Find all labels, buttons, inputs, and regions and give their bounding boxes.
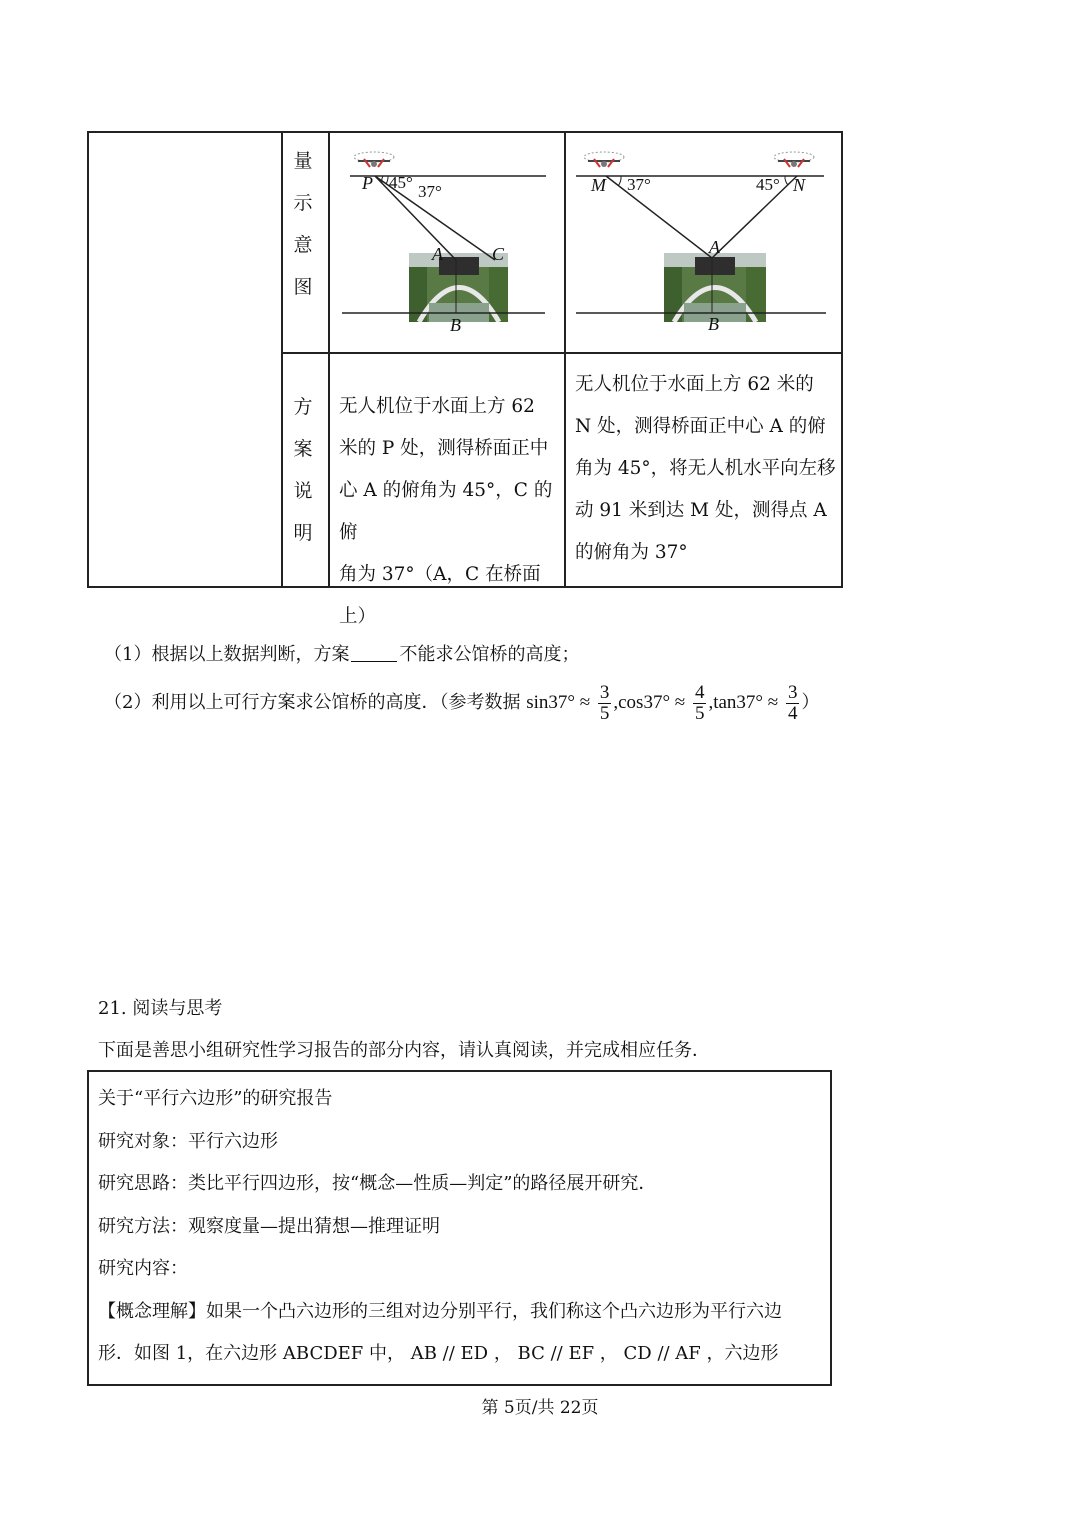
report-line: 研究内容： bbox=[98, 1258, 188, 1279]
label-B: B bbox=[450, 315, 461, 335]
angle-45-label: 45° bbox=[756, 175, 780, 194]
problem-21-intro: 下面是善思小组研究性学习报告的部分内容，请认真阅读，并完成相应任务． bbox=[98, 1040, 710, 1061]
header-char: 案 bbox=[293, 438, 313, 460]
label-M: M bbox=[591, 175, 606, 195]
header-char: 示 bbox=[293, 192, 313, 214]
plan-1-line: 无人机位于水面上方 62 bbox=[339, 396, 535, 417]
problem-21-title: 21. 阅读与思考 bbox=[98, 998, 223, 1019]
report-line: 研究对象：平行六边形 bbox=[98, 1130, 278, 1152]
question-2 bbox=[104, 677, 819, 729]
label-B: B bbox=[708, 314, 719, 334]
fraction-4-5: $\frac{4}{5}$ bbox=[694, 681, 705, 724]
sin-text: sin37° ≈ bbox=[526, 692, 591, 713]
label-P: P bbox=[362, 173, 373, 193]
header-char: 说 bbox=[293, 480, 313, 502]
fraction-3-5: $\frac{3}{5}$ bbox=[599, 681, 610, 724]
plan-2-line: N 处，测得桥面正中心 A 的俯 bbox=[575, 416, 826, 437]
angle-45-label: 45° bbox=[389, 173, 413, 192]
tan-text: ,tan37° ≈ bbox=[708, 692, 779, 713]
plan-1-line: 心 A 的俯角为 45°，C 的俯 bbox=[339, 480, 553, 543]
diagram-row-header bbox=[288, 140, 318, 308]
angle-37-label: 37° bbox=[418, 182, 442, 201]
header-char: 明 bbox=[293, 522, 313, 544]
plan-1-description bbox=[339, 386, 561, 638]
drone-icon bbox=[774, 152, 814, 167]
plan-1-line: 米的 P 处，测得桥面正中 bbox=[339, 438, 549, 459]
question-1 bbox=[104, 640, 579, 666]
plan-2-line: 动 91 米到达 M 处，测得点 A bbox=[575, 500, 827, 521]
drone-icon bbox=[584, 152, 624, 167]
q2-close: ） bbox=[801, 692, 820, 713]
report-line: 研究方法：观察度量—提出猜想—推理证明 bbox=[98, 1215, 440, 1237]
plan-row-header bbox=[288, 386, 318, 554]
report-line: 研究思路：类比平行四边形，按“概念—性质—判定”的路径展开研究． bbox=[98, 1173, 657, 1194]
cos-text: ,cos37° ≈ bbox=[613, 692, 686, 713]
label-A: A bbox=[432, 244, 443, 264]
angle-37-label: 37° bbox=[627, 175, 651, 194]
report-content bbox=[98, 1078, 818, 1376]
header-char: 图 bbox=[293, 276, 313, 298]
header-char: 量 bbox=[293, 150, 313, 172]
q1-prefix: （1）根据以上数据判断，方案 bbox=[104, 644, 350, 665]
header-char: 方 bbox=[293, 396, 313, 418]
plan-2-line: 的俯角为 37° bbox=[575, 542, 688, 563]
report-line: 形．如图 1，在六边形 ABCDEF 中， AB // ED ， BC // EF ， CD // AF ，六边形 bbox=[98, 1343, 779, 1364]
plan-1-line: 角为 37°（A，C 在桥面上） bbox=[339, 564, 541, 627]
label-N: N bbox=[793, 175, 806, 195]
label-A: A bbox=[709, 237, 720, 257]
plan-2-line: 无人机位于水面上方 62 米的 bbox=[575, 374, 814, 395]
answer-blank bbox=[351, 661, 397, 662]
fraction-3-4: $\frac{3}{4}$ bbox=[787, 681, 798, 724]
page-footer: 第 5页/共 22页 bbox=[481, 1398, 599, 1418]
report-line: 【概念理解】如果一个凸六边形的三组对边分别平行，我们称这个凸六边形为平行六边 bbox=[98, 1300, 782, 1322]
plan-2-line: 角为 45°，将无人机水平向左移 bbox=[575, 458, 836, 479]
q1-suffix: 不能求公馆桥的高度； bbox=[399, 644, 580, 665]
plan-2-description bbox=[575, 364, 839, 574]
drone-icon bbox=[354, 152, 394, 167]
report-line: 关于“平行六边形”的研究报告 bbox=[98, 1088, 333, 1109]
header-char: 意 bbox=[293, 234, 313, 256]
q2-prefix: （2）利用以上可行方案求公馆桥的高度．（参考数据 bbox=[104, 692, 521, 713]
label-C: C bbox=[492, 244, 505, 264]
